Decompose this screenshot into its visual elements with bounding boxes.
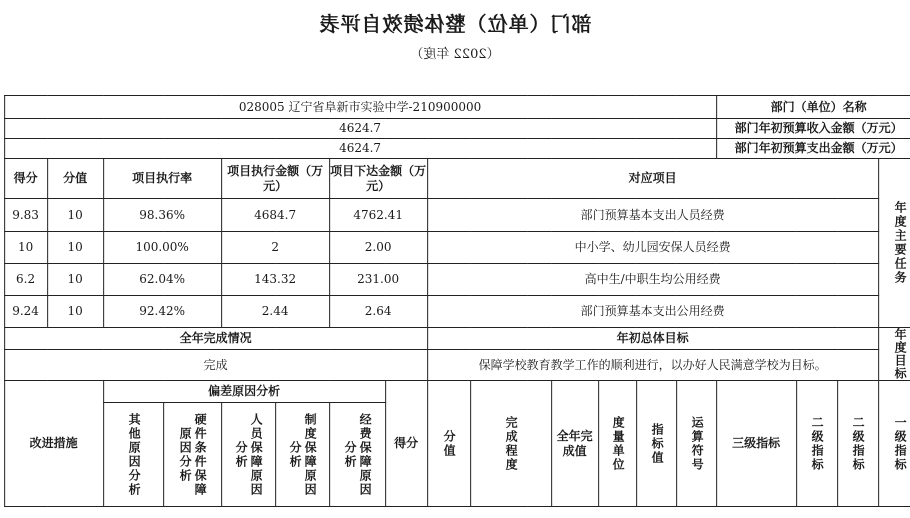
completion-header: 全年完成情况 <box>5 328 428 350</box>
completion-text: 完成 <box>5 350 428 381</box>
actual-value-header: 全年完成值 <box>552 381 599 507</box>
completion-degree-header: 完成程度 <box>504 415 519 472</box>
project-score: 6.2 <box>5 264 48 296</box>
income-value: 4624.7 <box>5 119 717 139</box>
project-name: 部门预算基本支出公用经费 <box>428 296 879 328</box>
indicator-l3-header: 三级指标 <box>717 381 797 507</box>
dev-hardware-header: 硬件条件保障原因分析 <box>178 412 208 497</box>
expense-value: 4624.7 <box>5 139 717 159</box>
col-project-header: 对应项目 <box>428 159 879 199</box>
project-budget: 2.64 <box>330 296 428 328</box>
measures-header: 改进措施 <box>5 381 104 507</box>
project-exec-rate: 62.04% <box>104 264 222 296</box>
annual-goals-label: 年度目标 <box>893 328 908 380</box>
col-exec-rate-header: 项目执行率 <box>104 159 222 199</box>
project-budget: 4762.41 <box>330 199 428 232</box>
project-score: 10 <box>5 232 48 264</box>
project-exec-rate: 98.36% <box>104 199 222 232</box>
project-weight: 10 <box>48 199 104 232</box>
overall-goal-text: 保障学校教育教学工作的顺利进行，以办好人民满意学校为目标。 <box>428 350 879 381</box>
indicator-l2-header: 二级指标 <box>851 415 866 472</box>
dev-other-header: 其他原因分析 <box>127 412 142 497</box>
project-exec-rate: 100.00% <box>104 232 222 264</box>
table-row <box>5 232 910 264</box>
project-exec-amount: 4684.7 <box>222 199 330 232</box>
indicator-l1-header: 一级指标 <box>893 415 908 472</box>
operator-header: 运算符号 <box>690 415 705 472</box>
indicator-l2-sub-header: 二级指标 <box>810 415 825 472</box>
col-score-header: 得分 <box>5 159 48 199</box>
table-row <box>5 264 910 296</box>
project-exec-amount: 2.44 <box>222 296 330 328</box>
dev-funds-header: 经费保障原因分析 <box>343 412 373 497</box>
annual-tasks-label: 年度主要任务 <box>893 201 908 285</box>
project-exec-rate: 92.42% <box>104 296 222 328</box>
target-value-header: 指标值 <box>650 422 665 465</box>
col-exec-amount-header: 项目执行金额（万元） <box>222 159 330 199</box>
project-weight: 10 <box>48 296 104 328</box>
dev-staff-header: 人员保障原因分析 <box>234 412 264 497</box>
overall-goal-header: 年初总体目标 <box>428 328 879 350</box>
weight-header: 分值 <box>442 429 457 458</box>
expense-label: 部门年初预算支出金额（万元） <box>717 139 910 159</box>
project-score: 9.24 <box>5 296 48 328</box>
col-weight-header: 分值 <box>48 159 104 199</box>
score-header: 得分 <box>386 381 428 507</box>
project-weight: 10 <box>48 264 104 296</box>
project-name: 高中生/中职生均公用经费 <box>428 264 879 296</box>
table-row <box>5 296 910 328</box>
page-subtitle: （2022 年度） <box>410 47 500 62</box>
dept-name-value: 028005 辽宁省阜新市实验中学-210900000 <box>5 96 717 119</box>
project-weight: 10 <box>48 232 104 264</box>
project-budget: 2.00 <box>330 232 428 264</box>
project-name: 中小学、幼儿园安保人员经费 <box>428 232 879 264</box>
project-score: 9.83 <box>5 199 48 232</box>
unit-header: 度量单位 <box>611 415 626 472</box>
project-exec-amount: 2 <box>222 232 330 264</box>
project-name: 部门预算基本支出人员经费 <box>428 199 879 232</box>
col-budget-header: 项目下达金额（万元） <box>330 159 428 199</box>
income-label: 部门年初预算收入金额（万元） <box>717 119 910 139</box>
evaluation-table <box>4 95 910 507</box>
page-title: 部门（单位）整体绩效自评表 <box>318 12 592 36</box>
table-row <box>5 199 910 232</box>
dev-system-header: 制度保障原因分析 <box>288 412 318 497</box>
deviation-header: 偏差原因分析 <box>104 381 386 403</box>
project-budget: 231.00 <box>330 264 428 296</box>
dept-name-label: 部门（单位）名称 <box>717 96 910 119</box>
project-exec-amount: 143.32 <box>222 264 330 296</box>
